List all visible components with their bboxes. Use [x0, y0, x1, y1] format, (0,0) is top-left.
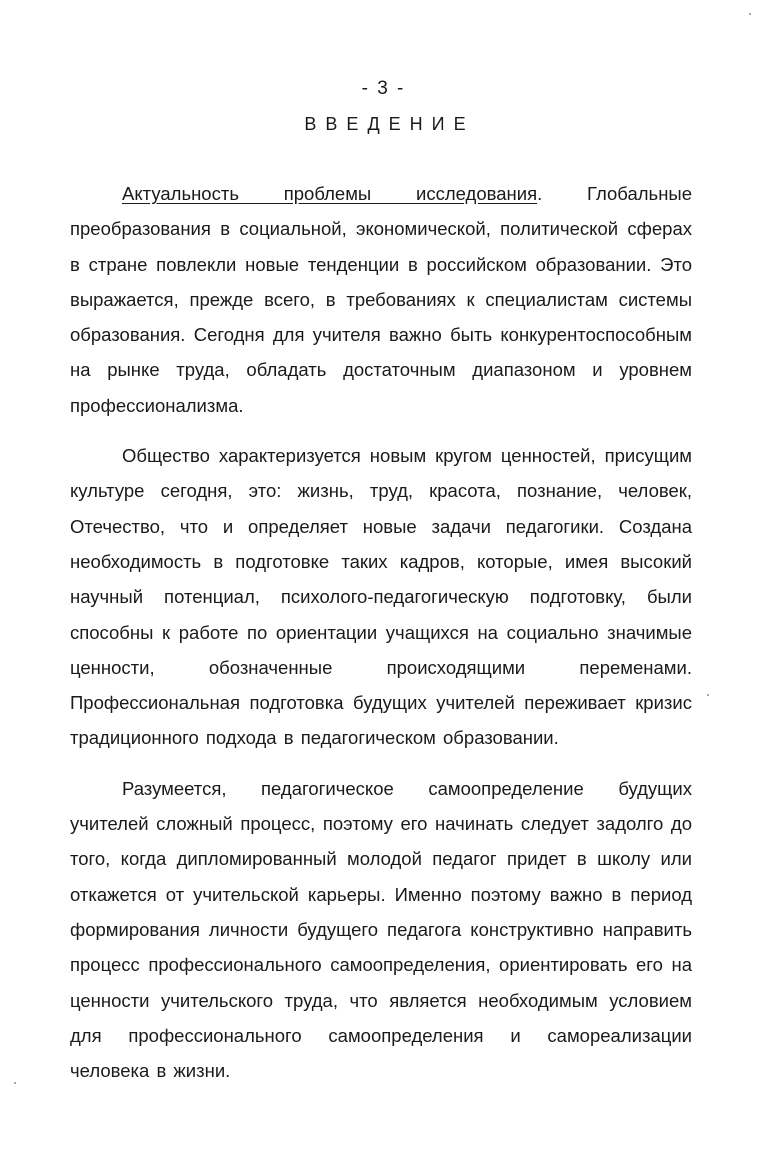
scan-speck [14, 1082, 16, 1084]
paragraph-society-values [70, 438, 692, 756]
paragraph-lead-term: Актуальность проблемы исследования [122, 183, 538, 204]
scan-speck [707, 694, 709, 696]
scan-speck [749, 13, 751, 15]
paragraph-text: Разумеется, педагогическое самоопределение будущих учителей сложный процесс, поэтому его начинать следует задолго до того, когда дипломированный молодой педагог придет в школу или откажется от учительской карьеры. Именно поэтому важно в период формирования личности будущего педагога конструктивно направить процесс профессионального самоопределения, ориентировать его на ценности учительского труда, что является необходимым условием для профессионального самоопределения и самореализации человека в жизни. [70, 777, 692, 1082]
paragraph-relevance [70, 176, 692, 423]
paragraph-text: Общество характеризуется новым кругом ценностей, присущим культуре сегодня, это: жизнь, труд, красота, познание, человек, Отечество, что и определяет новые задачи педагогики. Создана необходимость в подготовке таких кадров, которые, имея высокий научный потенциал, психолого-педагогическую подготовку, были способны к работе по ориентации учащихся на социально значимые ценности, обозначенные происходящими переменами. Профессиональная подготовка будущих учителей переживает кризис традиционного подхода в педагогическом образовании. [70, 445, 692, 749]
paragraph-text: Глобальные преобразования в социальной, экономической, политической сферах в стране повлекли новые тенденции в российском образовании. Это выражается, прежде всего, в требованиях к специалистам системы образования. Сегодня для учителя важно быть конкурентоспособным на рынке труда, обладать достаточным диапазоном и уровнем профессионализма. [70, 183, 693, 416]
paragraph-lead-suffix: . [537, 183, 543, 204]
page-number: - 3 - [361, 78, 406, 99]
body-text [70, 176, 692, 1088]
paragraph-self-determination [70, 771, 692, 1089]
section-heading: ВВЕДЕНИЕ [304, 114, 475, 134]
